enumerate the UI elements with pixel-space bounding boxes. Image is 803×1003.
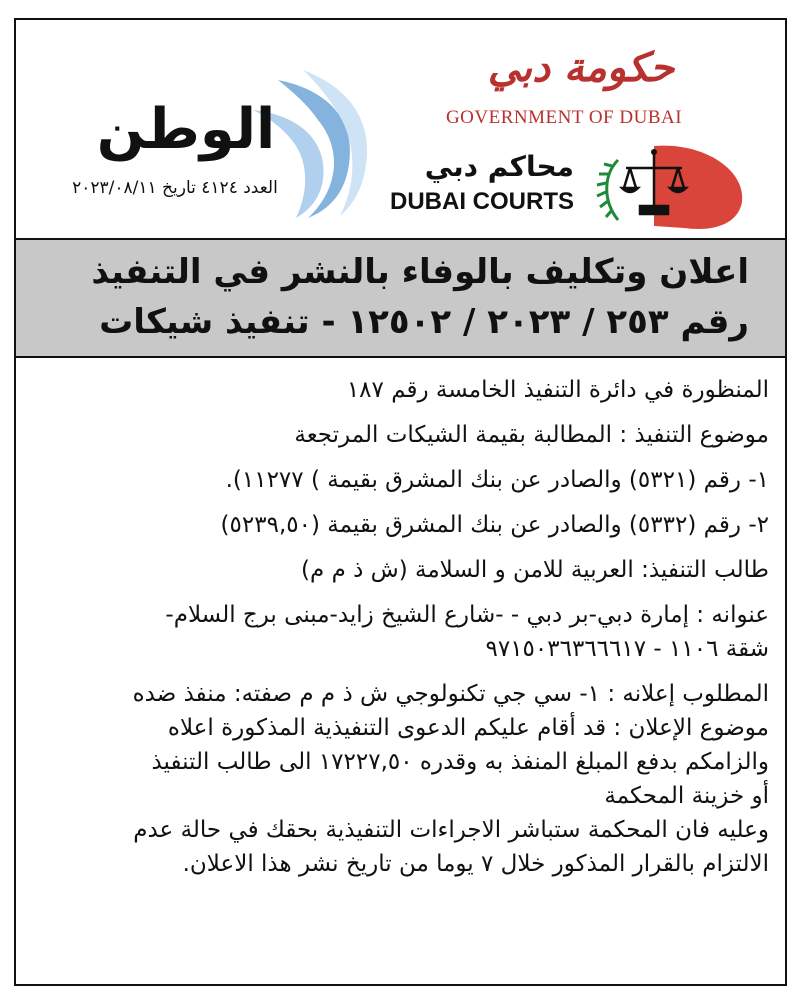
issue-number-date: العدد ٤١٢٤ تاريخ ٢٠٢٣/٠٨/١١ (72, 178, 278, 198)
notice-line: طالب التنفيذ: العربية للامن و السلامة (ش ذ م م) (301, 557, 769, 583)
notice-frame (14, 18, 787, 986)
government-name-english: GOVERNMENT OF DUBAI (445, 107, 683, 128)
newspaper-name: الوطن (96, 97, 276, 162)
notice-title-line-2: رقم ٢٥٣ / ٢٠٢٣ / ١٢٥٠٢ - تنفيذ شيكات (99, 302, 749, 342)
government-name-arabic: حكومة دبي (487, 44, 675, 91)
courts-name-english: DUBAI COURTS (390, 188, 574, 215)
notice-line: أو خزينة المحكمة (604, 783, 769, 809)
notice-line: المطلوب إعلانه : ١- سي جي تكنولوجي ش ذ م م صفته: منفذ ضده (132, 681, 769, 707)
courts-name-arabic: محاكم دبي (424, 150, 574, 183)
notice-line: وعليه فان المحكمة ستباشر الاجراءات التنفيذية بحقك في حالة عدم (133, 817, 769, 843)
notice-title-line-1: اعلان وتكليف بالوفاء بالنشر في التنفيذ (91, 252, 749, 292)
notice-body (16, 362, 785, 881)
notice-line: عنوانه : إمارة دبي-بر دبي - -شارع الشيخ زايد-مبنى برج السلام- (165, 602, 769, 628)
scales-of-justice-icon (574, 140, 749, 232)
notice-line: موضوع الإعلان : قد أقام عليكم الدعوى التنفيذية المذكورة اعلاه (167, 715, 769, 741)
notice-line: المنظورة في دائرة التنفيذ الخامسة رقم ١٨٧ (346, 377, 769, 403)
notice-line: والزامكم بدفع المبلغ المنفذ به وقدره ١٧٢٢٧,٥٠ الى طالب التنفيذ (151, 749, 769, 775)
notice-line: الالتزام بالقرار المذكور خلال ٧ يوما من تاريخ نشر هذا الاعلان. (182, 851, 769, 877)
notice-line: ٢- رقم (٥٣٣٢) والصادر عن بنك المشرق بقيمة (٥٢٣٩,٥٠) (220, 512, 769, 538)
notice-title-band (16, 238, 785, 358)
notice-line: شقة ١١٠٦ - ٩٧١٥٠٣٦٣٦٦٦١٧ (485, 636, 769, 662)
header (16, 20, 785, 238)
notice-line: موضوع التنفيذ : المطالبة بقيمة الشيكات المرتجعة (294, 422, 769, 448)
notice-line: ١- رقم (٥٣٢١) والصادر عن بنك المشرق بقيمة ) ١١٢٧٧). (225, 467, 769, 493)
